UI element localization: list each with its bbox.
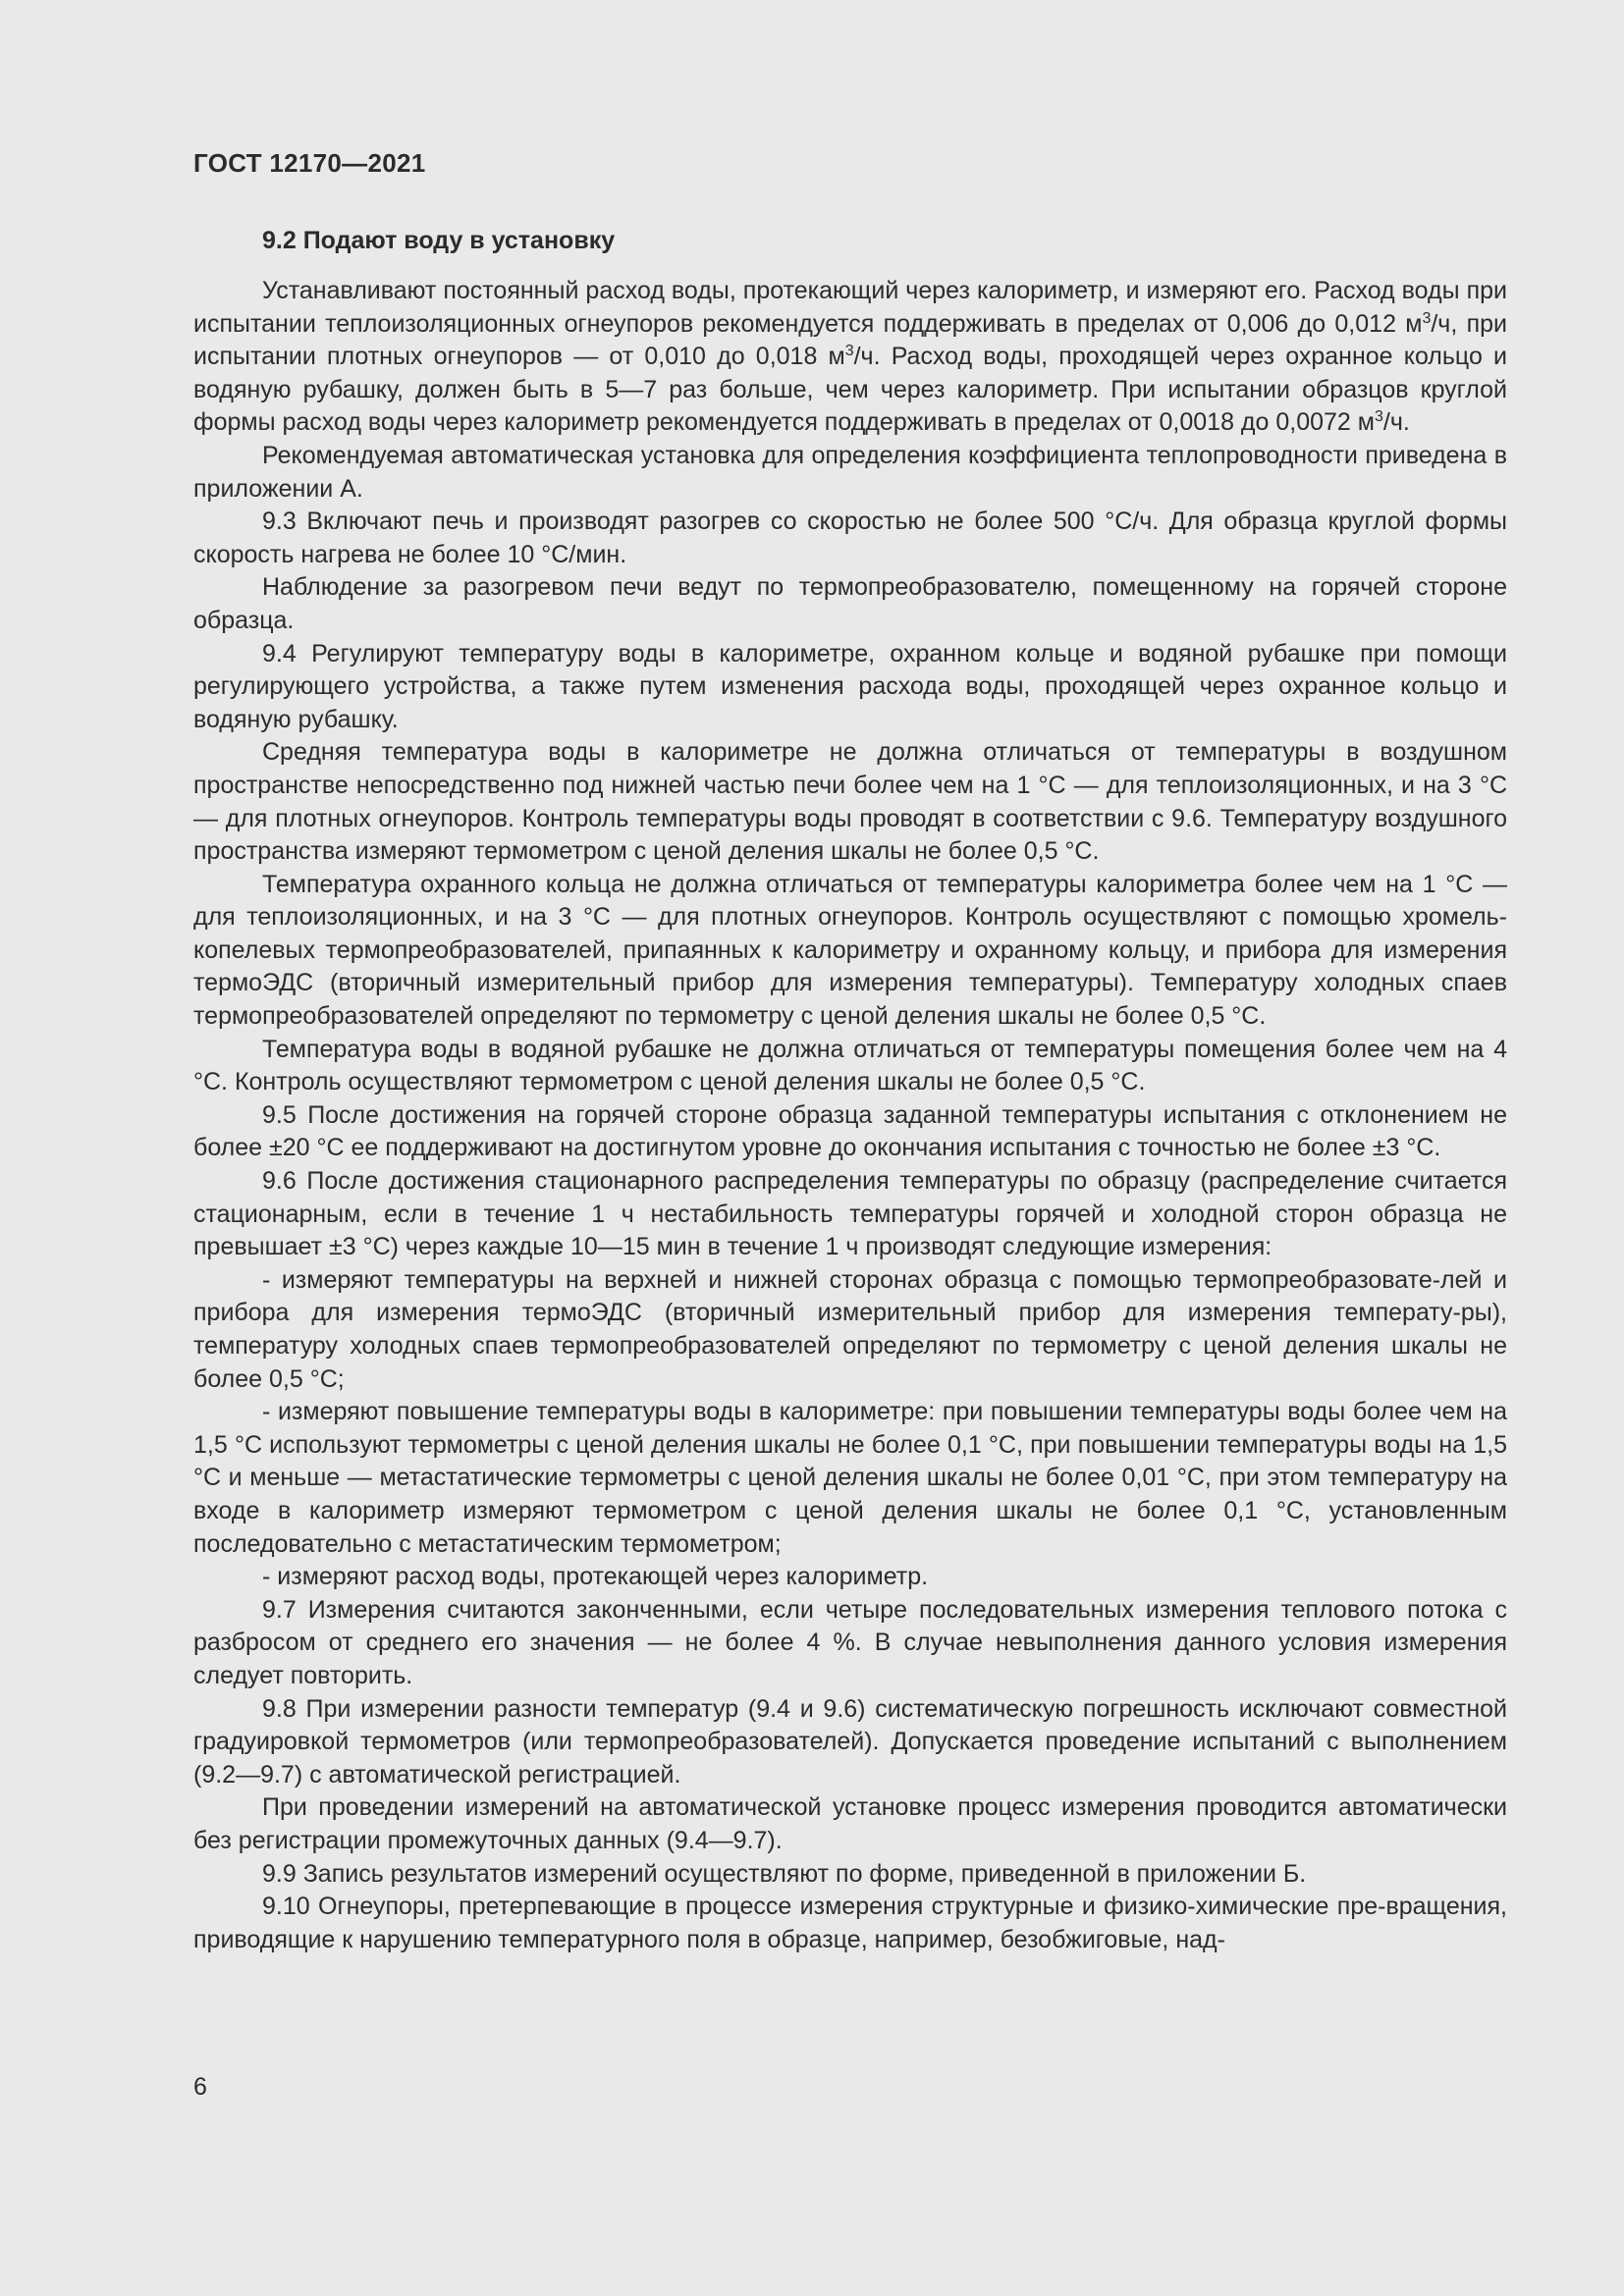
superscript: 3 xyxy=(1422,309,1432,327)
paragraph: Температура воды в водяной рубашке не должна отличаться от температуры помещения более чем на 4 °С. Контроль осуществляют термометром с ценой деления шкалы не более 0,5 °С. xyxy=(193,1035,1507,1096)
paragraph: При проведении измерений на автоматической установке процесс измерения проводится автоматически без регистрации промежуточных данных (9.4—9.7). xyxy=(193,1793,1507,1854)
paragraph-9-8: 9.8 При измерении разности температур (9.4 и 9.6) систематическую погрешность исключают совместной градуировкой термометров (или термопреобразователей). Допускается проведение испытаний с выполнением (9.2—9.7) с автоматической регистрацией. xyxy=(193,1694,1507,1789)
list-item: - измеряют температуры на верхней и нижней сторонах образца с помощью термопреобразовате-лей и прибора для измерения термоЭДС (вторичный измерительный прибор для измерения температу-ры), температуру холодных спаев термопреобразователей определяют по термометру с ценой деления шкалы не более 0,5 °С; xyxy=(193,1265,1507,1393)
paragraph-9-10: 9.10 Огнеупоры, претерпевающие в процессе измерения структурные и физико-химические пре-вращения, приводящие к нарушению температурного поля в образце, например, безобжиговые, над- xyxy=(193,1893,1507,1953)
superscript: 3 xyxy=(844,343,854,360)
paragraph-9-5: 9.5 После достижения на горячей стороне образца заданной температуры испытания с отклонением не более ±20 °С ее поддерживают на достигнутом уровне до окончания испытания с точностью не более ±3 °С. xyxy=(193,1100,1507,1162)
list-item: - измеряют повышение температуры воды в калориметре: при повышении температуры воды более чем на 1,5 °С используют термометры с ценой деления шкалы не более 0,1 °С, при повышении температуры воды на 1,5 °С и меньше — метастатические термометры с ценой деления шкалы не более 0,01 °С, при этом температуру на входе в калориметр измеряют термометром с ценой деления шкалы не более 0,1 °С, установленным последовательно с метастатическим термометром; xyxy=(193,1398,1507,1558)
document-header: ГОСТ 12170—2021 xyxy=(193,148,426,178)
paragraph-9-3: 9.3 Включают печь и производят разогрев со скоростью не более 500 °С/ч. Для образца круглой формы скорость нагрева не более 10 °С/мин. xyxy=(193,507,1507,568)
paragraph-text: /ч. Расход воды, проходящей через охранное кольцо и водяную рубашку, должен быть в 5—7 раз больше, чем через калориметр. При испытании образцов круглой формы расход воды через калориметр рекомендуется поддерживать в пределах от 0,0018 до 0,0072 м xyxy=(193,343,1507,437)
list-item: - измеряют расход воды, протекающей через калориметр. xyxy=(262,1563,929,1591)
paragraph-9-6: 9.6 После достижения стационарного распределения температуры по образцу (распределение считается стационарным, если в течение 1 ч нестабильность температуры горячей и холодной сторон образца не превышает ±3 °С) через каждые 10—15 мин в течение 1 ч производят следующие измерения: xyxy=(193,1167,1507,1261)
paragraph: Рекомендуемая автоматическая установка для определения коэффициента теплопроводности приведена в приложении А. xyxy=(193,441,1507,503)
paragraph: Средняя температура воды в калориметре не должна отличаться от температуры в воздушном пространстве непосредственно под нижней частью печи более чем на 1 °С — для теплоизоляционных, и на 3 °С — для плотных огнеупоров. Контроль температуры воды проводят в соответствии с 9.6. Температуру воздушного пространства измеряют термометром с ценой деления шкалы не более 0,5 °С. xyxy=(193,738,1507,866)
paragraph-9-9: 9.9 Запись результатов измерений осуществляют по форме, приведенной в приложении Б. xyxy=(262,1859,1307,1888)
paragraph-text: /ч. xyxy=(1382,408,1410,437)
document-body xyxy=(193,275,1507,1956)
superscript: 3 xyxy=(1374,408,1383,426)
paragraph-9-7: 9.7 Измерения считаются законченными, если четыре последовательных измерения теплового потока с разбросом от среднего его значения — не более 4 %. В случае невыполнения данного условия измерения следует повторить. xyxy=(193,1595,1507,1689)
paragraph-text: /ч, при испытании плотных огнеупоров — от 0,010 до 0,018 м xyxy=(193,309,1507,371)
section-heading: 9.2 Подают воду в установку xyxy=(262,227,616,254)
paragraph-text: Устанавливают постоянный расход воды, протекающий через калориметр, и измеряют его. Расход воды при испытании теплоизоляционных огнеупоров рекомендуется поддерживать в пределах от 0,006 до 0,012 м xyxy=(193,277,1507,338)
paragraph-water-flow xyxy=(193,275,1507,440)
paragraph-9-4: 9.4 Регулируют температуру воды в калориметре, охранном кольце и водяной рубашке при помощи регулирующего устройства, а также путем изменения расхода воды, проходящей через охранное кольцо и водяную рубашку. xyxy=(193,639,1507,733)
paragraph: Наблюдение за разогревом печи ведут по термопреобразователю, помещенному на горячей стороне образца. xyxy=(193,573,1507,634)
page-number: 6 xyxy=(193,2073,207,2101)
paragraph: Температура охранного кольца не должна отличаться от температуры калориметра более чем на 1 °С — для теплоизоляционных, и на 3 °С — для плотных огнеупоров. Контроль осуществляют с помощью хромель-копелевых термопреобразователей, припаянных к калориметру и охранному кольцу, и прибора для измерения термоЭДС (вторичный измерительный прибор для измерения температуры). Температуру холодных спаев термопреобразователей определяют по термометру с ценой деления шкалы не более 0,5 °С. xyxy=(193,870,1507,1031)
